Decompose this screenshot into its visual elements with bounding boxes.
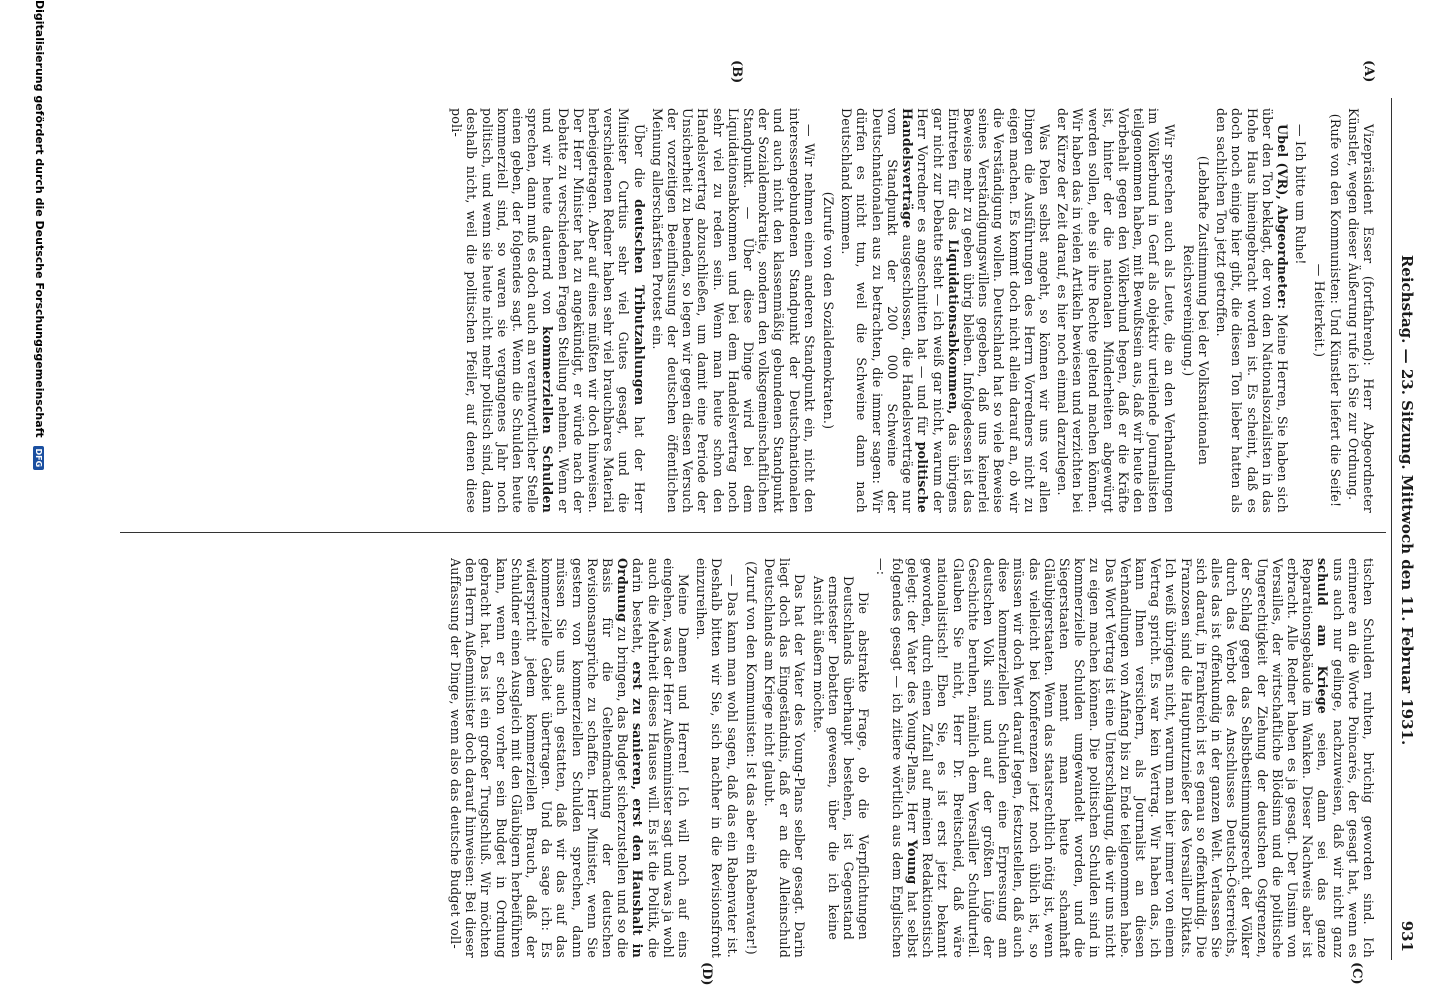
header-rule: [1391, 98, 1392, 960]
text-run: zu bringen, das Budget sicherzustellen und so die Basis für die Geltendmachung der deutschen Revisionsansprüche zu schaffen. Herr Minister, wenn Sie gestern von kommerziellen Schulden sprechen, dann müssen Sie uns auch gestatten, daß wir das auf das kommerzielle Gebiet übertragen. Und da sage ich: Es widerspricht jedem kommerziellen Brauch, daß der Schuldner einen Ausgleich mit den Gläubigern herbeiführen kann, wenn er schon vorher sein Budget in Ordnung gebracht hat. Das ist ein großer Trugschluß. Wir möchten den Herrn Außenminister doch darauf hinweisen: Bei dieser Auffassung der Dinge, wenn also das deutsche Budget voll-: [448, 558, 631, 958]
paragraph: — Wir nehmen einen anderen Standpunkt ein, nicht den interessengebundenen Standpunkt der Deutschnationalen und auch nicht den klassenmäßig gebundenen Standpunkt der Sozialdemokratie, sondern den volksgemeinschaftlichen Standpunkt. — Über diese Dinge wird bei dem Liquidationsabkommen und bei dem Handelsvertrag noch sehr viel zu reden sein. Wenn man heute schon den Handelsvertrag abzuschließen, um damit eine Periode der Unsicherheit zu beenden, so legen wir gegen diesen Versuch der vorzeitigen Beeinflussung der deutschen öffentlichen Meinung allerschärfsten Protest ein.: [649, 108, 817, 513]
emphasis: kommerziellen Schulden: [540, 326, 556, 513]
text-run: Was Polen selbst angeht, so können wir uns vor allen Dingen die Ausführungen des Herrn Vorredners nicht zu eigen machen. Es kommt doch nicht allein darauf an, ob wir die Verständigung wollen. Deutschland hat so viele Beweise seines Verständigungswillens gegeben, daß uns keinerlei Beweise mehr zu geben übrig bleiben. Infolgedessen ist das Eintreten für das: [945, 108, 1052, 513]
speaker-name: Ubel (VR), Abgeordneter:: [1274, 124, 1290, 310]
text-run: ausgeschlossen, die Handelsverträge nur vom Standpunkt der 200 000 Schweine der Deutschnationalen aus zu betrachten, die immer sagen: Wir dürfen es nicht tun, weil die Schweine dann nach Deutschland kommen.: [839, 108, 916, 513]
emphasis: schuld am Kriege: [1315, 558, 1331, 714]
digitization-credit: [33, 0, 46, 1000]
text-run: tischen Schulden ruhten, brüchig geworden sind. Ich erinnere an die Worte Poincarés, der gesagt hat, wenn es uns auch nur gelinge, nachzuweisen, daß wir nicht ganz: [1330, 558, 1376, 958]
right-text-column: [60, 558, 1376, 958]
paragraph: [448, 558, 691, 958]
interjection: (Lebhafte Zustimmung bei der Volksnationalen Reichsvereinigung.): [1180, 155, 1211, 466]
paragraph: [839, 108, 1052, 513]
text-run: das übrigens gar nicht zur Debatte steht — ich weiß gar nicht, warum der Herr Vorredner es angeschnitten hat — und für: [915, 108, 961, 513]
paragraph: — Das kann man wohl sagen, daß das ein Rabenvater ist. Deshalb bitten wir Sie, sich nachher in die Revisionsfront einzureihen.: [694, 558, 740, 958]
paragraph: [874, 558, 1376, 958]
column-divider: [120, 532, 1386, 533]
text-run: Über die: [631, 124, 647, 189]
page-number: 931: [1398, 920, 1416, 952]
emphasis: politische Handelsverträge: [900, 108, 931, 513]
paragraph: Das hat der Vater des Young-Plans selber gesagt. Darin liegt doch das Eingeständnis, daß er an die Alleinschuld Deutschlands am Kriege nicht glaubt.: [762, 558, 808, 958]
text-run: Meine Damen und Herren! Ich will noch auf eins eingehen, was der Herr Außenminister sagt und was ja wohl auch die Mehrheit dieses Hauses will. Es ist die Politik, die darin besteht,: [630, 558, 692, 958]
credit-text: Digitalisierung gefördert durch die Deutsche Forschungsgemeinschaft: [33, 0, 46, 438]
margin-letter-a: (A): [1361, 60, 1376, 83]
margin-letter-b: (B): [729, 60, 744, 84]
interjection: (Zuruf von den Kommunisten: Ist das aber ein Rabenvater!): [743, 561, 759, 955]
emphasis: deutschen Tributzahlungen: [631, 199, 647, 406]
margin-letter-c: (C): [1349, 962, 1364, 985]
text-run: hat der Herr Minister Curtius sehr viel Gutes gesagt, und die verschiedenen Redner haben sehr viel brauchbares Material herbeigetragen. Aber auf eines müßten wir doch hinweisen. Der Herr Minister hat zu angekündigt, er würde nach der Debatte zu verschiedenen Fragen Stellung nehmen. Wenn er und wir heute dauernd von: [540, 108, 647, 513]
interjection: (Rufe von den Kommunisten: Und Künstler liefert die Seife! — Heiterkeit.): [1312, 113, 1343, 508]
left-text-column: [60, 108, 1376, 513]
paragraph: — Ich bitte um Ruhe!: [1293, 124, 1309, 265]
emphasis: Liquidationsabkommen,: [945, 239, 961, 415]
quotation: Die abstrakte Frage, ob die Verpflichtungen Deutschlands überhaupt bestehen, ist Gegenstand ernstester Debatten gewesen, über die ich keine Ansicht äußern möchte.: [810, 576, 872, 940]
emphasis: Young: [904, 839, 920, 885]
page-header: [1390, 0, 1416, 1000]
paragraph: [449, 108, 647, 513]
speech-text: Meine Herren, Sie haben sich über den Ton beklagt, der von den Nationalsozialisten in das Hohe Haus hineingebracht worden ist. Es scheint, daß es doch noch einige hier gibt, die diesen Ton lieber hatten als den sachlichen Ton jetzt getroffen.: [1214, 108, 1290, 513]
paragraph: Vizepräsident Esser (fortfahrend): Herr Abgeordneter Künstler, wegen dieser Äußerung rufe ich Sie zur Ordnung.: [1345, 108, 1376, 513]
emphasis: erst zu sanieren, erst den Haushalt in Ordnung: [615, 558, 646, 958]
interjection: (Zurufe von den Sozialdemokraten.): [821, 191, 837, 430]
text-run: seien, dann sei das ganze Reparationsgebäude im Wanken. Dieser Nachweis aber ist erbracht. Alle Redner haben es ja gesagt. Der Unsinn von Versailles, der wirtschaftliche Blödsinn und die politische Ungerechtigkeit der Ziehung der deutschen Ostgrenzen, der Schlag gegen das Selbstbestimmungsrecht der Völker durch das Verbot des Anschlusses Deutsch-Österreichs, alles das ist offenkundig in der ganzen Welt. Verlassen Sie sich darauf, in Frankreich ist es genau so offenkundig. Die Franzosen sind die Hauptnutznießer des Versailler Diktats. Ich weiß übrigens nicht, warum man hier immer von einem Vertrag spricht. Es war kein Vertrag. Wir haben das, ich kann Ihnen versichern, als Journalist an diesen Verhandlungen von Anfang bis zu Ende teilgenommen habe. Das Wort Vertrag ist eine Unterschlagung, die wir uns nicht zu eigen machen können. Die politischen Schulden sind in kommerzielle Schulden umgewandelt worden, und die Siegerstaaten nennt man heute schamhaft Gläubigerstaaten. Wenn das staatsrechtlich nötig ist, wenn das vielleicht bei Konferenzen jetzt noch üblich ist, so müssen wir doch Wert darauf legen, festzustellen, daß auch diese kommerziellen Schulden eine Erpressung am deutschen Volk sind und auf der größten Lüge der Geschichte beruhen, nämlich dem Versailler Schuldurteil. Glauben Sie nicht, Herr Dr. Breitscheid, daß wäre nationalistisch! Eben Sie, es ist erst jetzt bekannt geworden, durch einen Zufall auf meinen Redaktionstisch gelegt: der Vater des Young-Plans, Herr: [904, 558, 1331, 958]
dfg-logo: DFG: [34, 446, 45, 471]
paragraph: Wir sprechen auch als Leute, die an den Verhandlungen im Völkerbund in Genf als objektiv urteilende Journalisten teilgenommen haben, mit Bewußtsein aus, daß wir heute den Vorbehalt gegen den Völkerbund hegen, daß er die Kräfte ist, hinter der die nationalen Minderheiten abgewürgt werden sollen, ehe sie ihre Rechte geltend machen können. Wir haben das in vielen Artikeln bewiesen und verzichten bei der Kürze der Zeit darauf, es hier noch einmal darzulegen.: [1055, 108, 1177, 513]
text-run: hat selbst folgendes gesagt — ich zitiere wörtlich aus dem Englischen —:: [874, 558, 920, 958]
margin-letter-d: (D): [699, 962, 714, 986]
speech-paragraph: [1214, 108, 1290, 513]
page-title: Reichstag. — 23. Sitzung. Mittwoch den 11. Februar 1931.: [1398, 254, 1416, 746]
text-run: sprechen, dann muß es doch auch an verantwortlicher Stelle einen geben, der folgendes sagt. Wenn die Schulden heute kommerziell sind, so waren sie vergangenes Jahr noch politisch, und wenn sie heute nicht mehr politisch sind, dann deshalb nicht, weil die politischen Pfeiler, auf denen diese poli-: [449, 108, 541, 513]
